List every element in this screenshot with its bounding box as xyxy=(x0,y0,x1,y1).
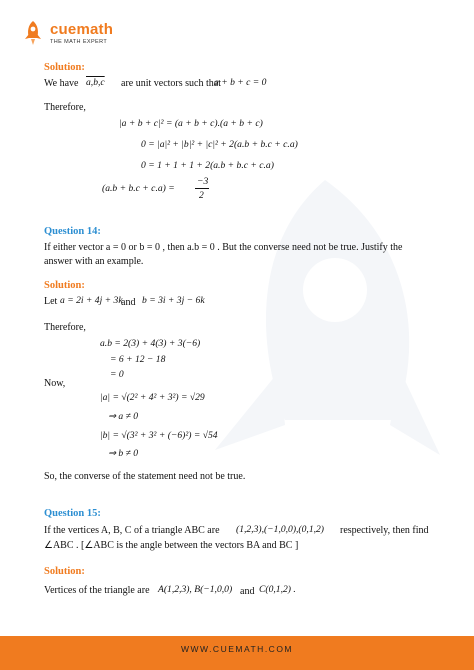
therefore-text-1: Therefore, xyxy=(44,102,86,113)
equation-line-3: 0 = 1 + 1 + 1 + 2(a.b + b.c + c.a) xyxy=(141,160,274,171)
equation-line-4: (a.b + b.c + c.a) = xyxy=(102,183,175,194)
fraction-denominator: 2 xyxy=(199,190,204,201)
fraction-numerator: −3 xyxy=(197,176,209,187)
and-text-1: and xyxy=(121,297,136,308)
dot-product-line-3: = 0 xyxy=(110,369,124,380)
fraction-bar xyxy=(195,188,209,189)
question-15-text-1b: respectively, then find xyxy=(340,525,429,536)
vertex-c: C(0,1,2) . xyxy=(259,584,296,595)
equation-line-1: |a + b + c|² = (a + b + c).(a + b + c) xyxy=(119,118,263,129)
vertices-a-b: A(1,2,3), B(−1,0,0) xyxy=(158,584,233,595)
and-text-2: and xyxy=(240,586,255,597)
vector-b-definition: b = 3i + 3j − 6k xyxy=(142,295,205,306)
brand-name: cuemath xyxy=(50,21,114,38)
solution-heading-14: Solution: xyxy=(44,280,85,291)
question-15-text-1a: If the vertices A, B, C of a triangle ABC are xyxy=(44,525,220,536)
footer-url[interactable]: WWW.CUEMATH.COM xyxy=(180,644,294,654)
magnitude-a: |a| = √(2² + 4² + 3²) = √29 xyxy=(100,392,205,403)
implies-a-nonzero: ⇒ a ≠ 0 xyxy=(108,411,139,422)
question-15-text-2: ∠ABC . [∠ABC is the angle between the vectors BA and BC ] xyxy=(44,540,299,551)
vector-a-definition: a = 2i + 4j + 3k xyxy=(60,295,123,306)
intro-text-end: are unit vectors such that xyxy=(121,78,221,89)
equation-line-2: 0 = |a|² + |b|² + |c|² + 2(a.b + b.c + c.a) xyxy=(141,139,298,150)
solution-heading-15: Solution: xyxy=(44,566,85,577)
let-text: Let xyxy=(44,296,58,307)
magnitude-b: |b| = √(3² + 3² + (−6)²) = √54 xyxy=(100,430,218,441)
brand-tagline: THE MATH EXPERT xyxy=(50,39,108,45)
question-14-text-1: If either vector a = 0 or b = 0 , then a.b = 0 . But the converse need not be true. Justify the xyxy=(44,242,403,253)
conclusion-text: So, the converse of the statement need not be true. xyxy=(44,471,246,482)
implies-b-nonzero: ⇒ b ≠ 0 xyxy=(108,448,139,459)
now-text: Now, xyxy=(44,378,66,389)
question-15-heading: Question 15: xyxy=(44,508,101,519)
dot-product-line-2: = 6 + 12 − 18 xyxy=(110,354,166,365)
question-14-heading: Question 14: xyxy=(44,226,101,237)
solution-heading-1: Solution: xyxy=(44,62,85,73)
sum-condition: a + b + c = 0 xyxy=(214,77,267,88)
triangle-points: (1,2,3),(−1,0,0),(0,1,2) xyxy=(236,524,325,535)
intro-text: We have xyxy=(44,78,79,89)
question-14-text-2: answer with an example. xyxy=(44,256,144,267)
dot-product-line-1: a.b = 2(3) + 4(3) + 3(−6) xyxy=(100,338,201,349)
vector-list: a,b,c xyxy=(86,77,105,88)
vertices-text: Vertices of the triangle are xyxy=(44,585,150,596)
therefore-text-2: Therefore, xyxy=(44,322,86,333)
